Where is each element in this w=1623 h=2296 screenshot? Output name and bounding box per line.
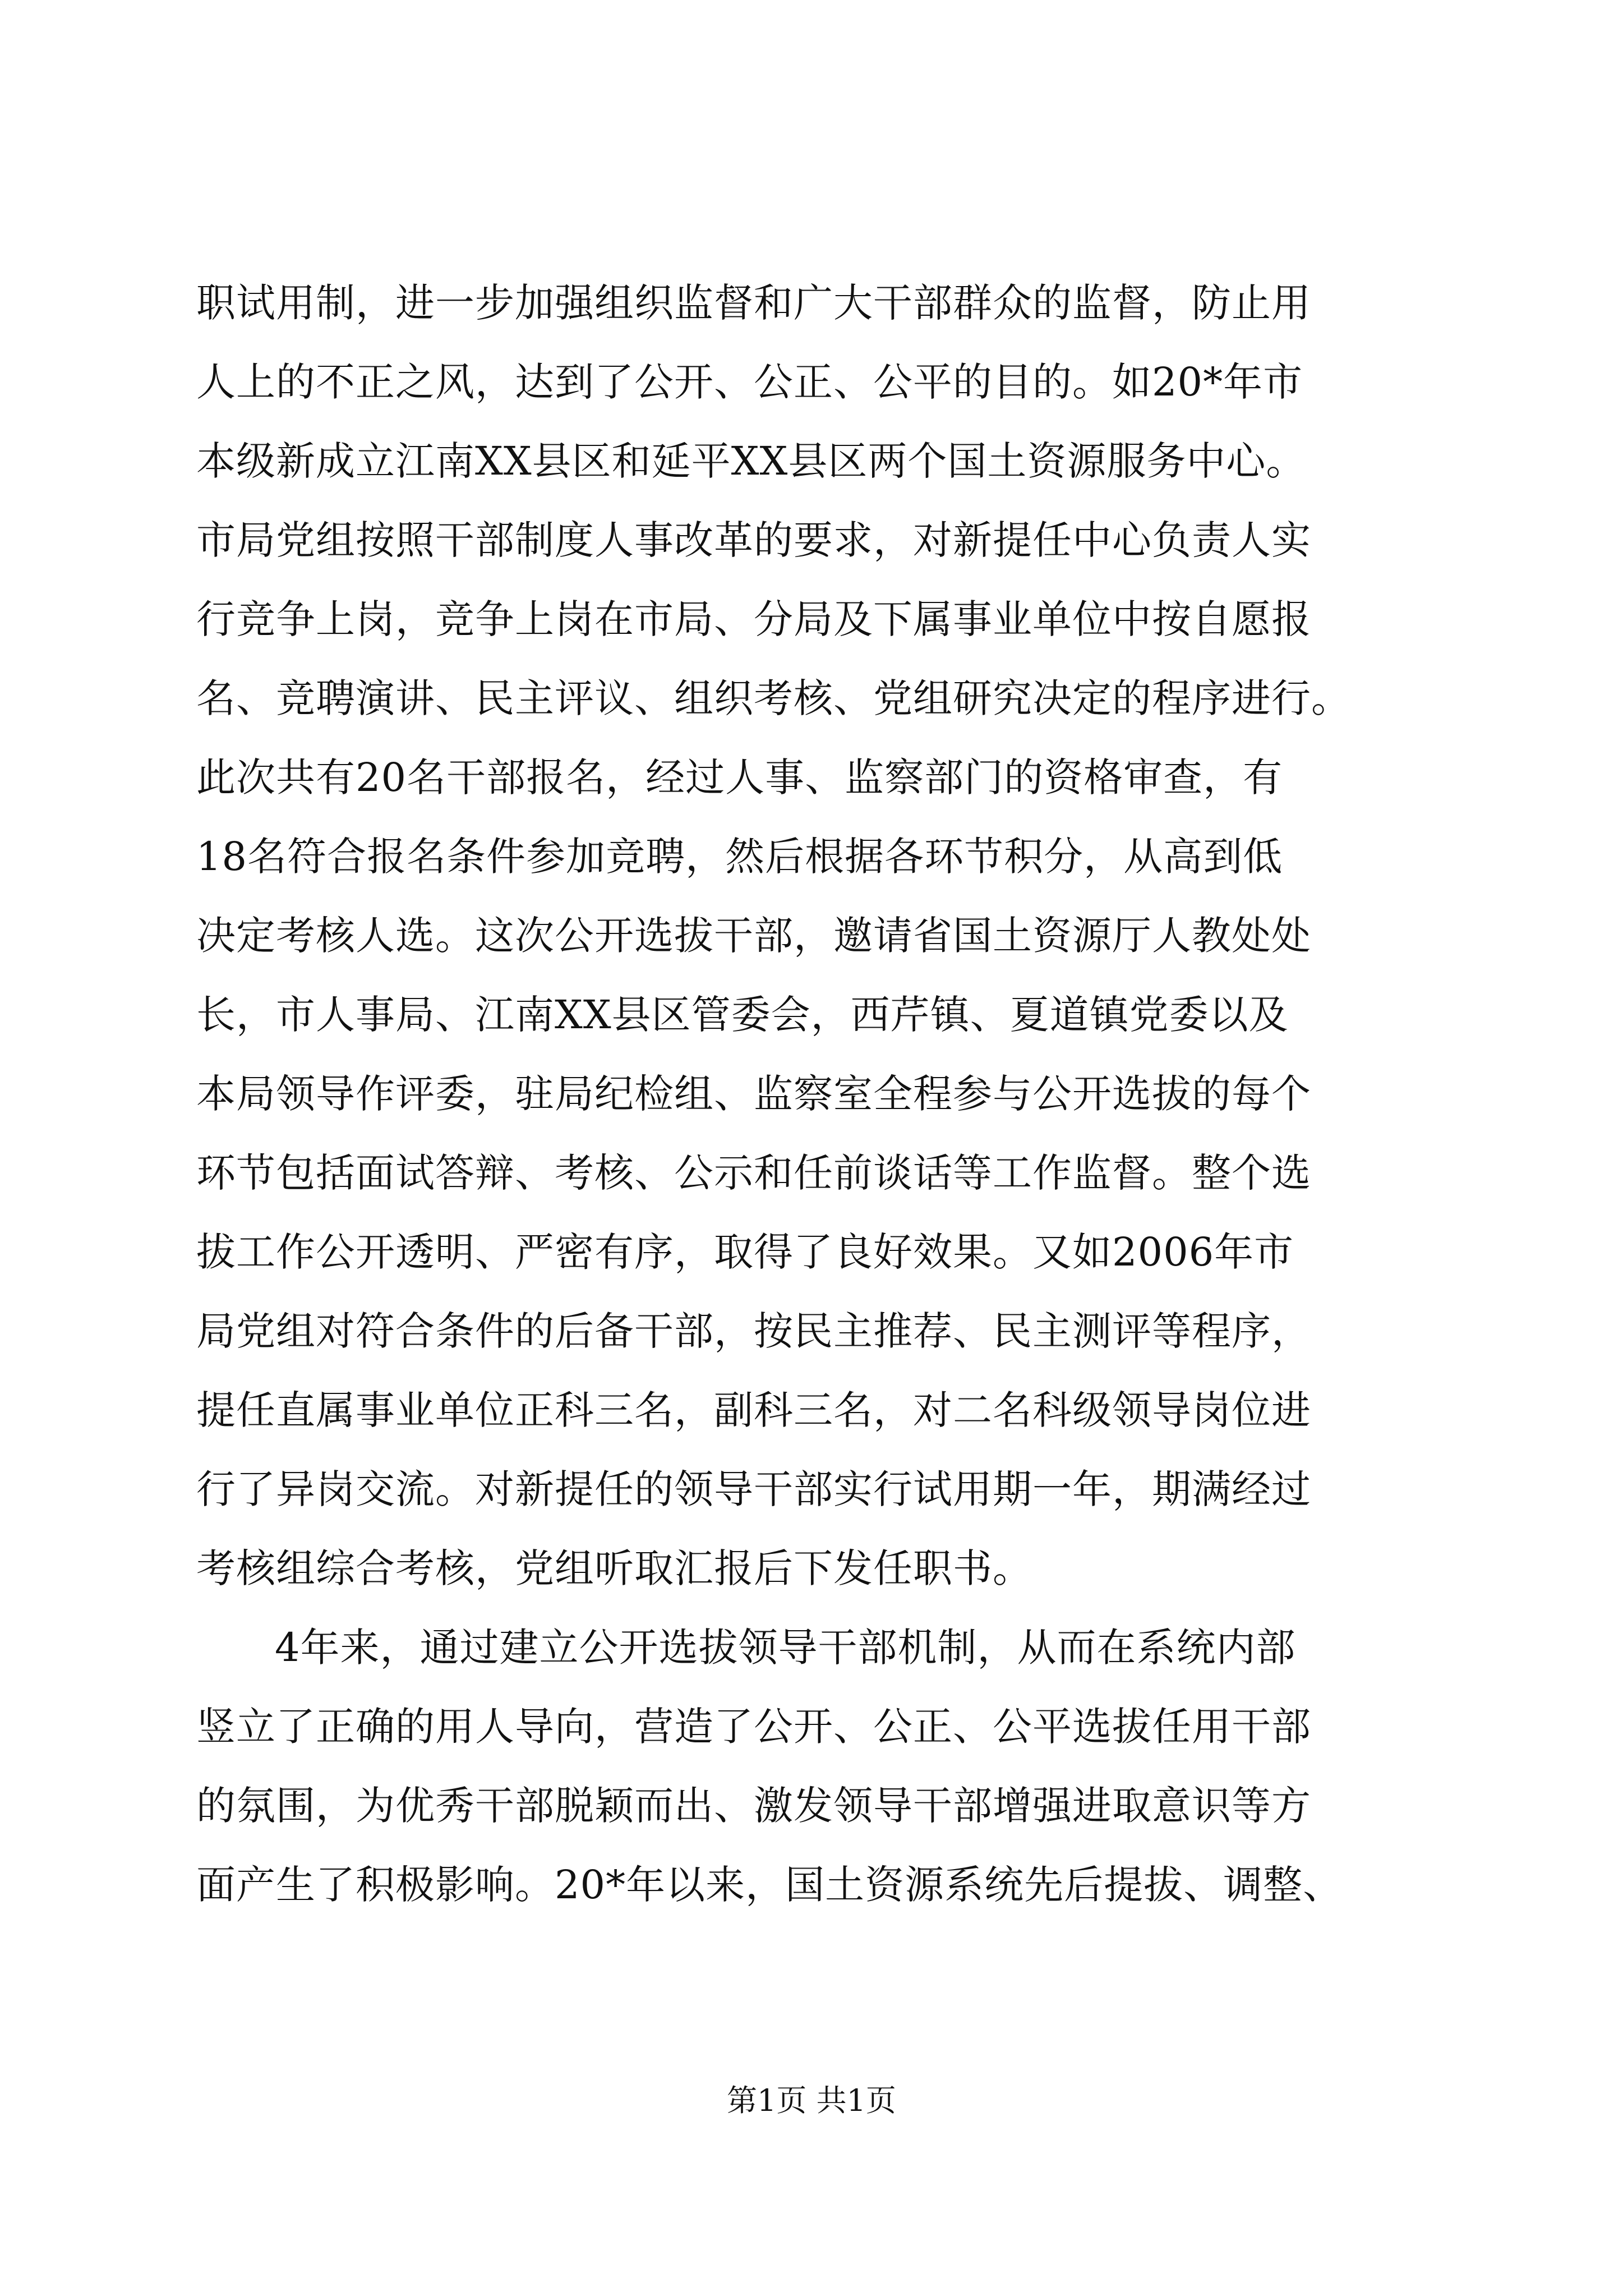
text-line: 人上的不正之风，达到了公开、公正、公平的目的。如20*年市 [196, 359, 1303, 405]
text-line: 此次共有20名干部报名，经过人事、监察部门的资格审查，有 [196, 754, 1283, 800]
text-line: 行了异岗交流。对新提任的领导干部实行试用期一年，期满经过 [196, 1466, 1311, 1512]
text-line: 面产生了积极影响。20*年以来，国土资源系统先后提拔、调整、 [196, 1862, 1343, 1908]
text-line: 长，市人事局、江南XX县区管委会，西芹镇、夏道镇党委以及 [196, 992, 1289, 1038]
text-line: 拔工作公开透明、严密有序，取得了良好效果。又如2006年市 [196, 1229, 1294, 1275]
document-body [196, 264, 1453, 1925]
text-line: 局党组对符合条件的后备干部，按民主推荐、民主测评等程序， [196, 1308, 1311, 1354]
text-line: 的氛围，为优秀干部脱颖而出、激发领导干部增强进取意识等方 [196, 1783, 1311, 1829]
text-line: 竖立了正确的用人导向，营造了公开、公正、公平选拔任用干部 [196, 1704, 1311, 1750]
text-line: 职试用制，进一步加强组织监督和广大干部群众的监督，防止用 [196, 280, 1311, 326]
page-footer [0, 2081, 1623, 2120]
text-line: 考核组综合考核，党组听取汇报后下发任职书。 [196, 1545, 1032, 1591]
text-line: 市局党组按照干部制度人事改革的要求，对新提任中心负责人实 [196, 517, 1311, 563]
page-number: 第1页 共1页 [727, 2083, 896, 2118]
text-line: 本级新成立江南XX县区和延平XX县区两个国土资源服务中心。 [196, 438, 1306, 484]
text-line: 决定考核人选。这次公开选拔干部，邀请省国土资源厅人教处处 [196, 913, 1311, 959]
paragraph-start-line: 4年来，通过建立公开选拔领导干部机制，从而在系统内部 [275, 1625, 1296, 1671]
text-line: 环节包括面试答辩、考核、公示和任前谈话等工作监督。整个选 [196, 1150, 1311, 1196]
text-line: 本局领导作评委，驻局纪检组、监察室全程参与公开选拔的每个 [196, 1071, 1311, 1117]
text-line: 18名符合报名条件参加竞聘，然后根据各环节积分，从高到低 [196, 834, 1283, 880]
text-line: 名、竞聘演讲、民主评议、组织考核、党组研究决定的程序进行。 [196, 675, 1351, 721]
text-line: 行竞争上岗，竞争上岗在市局、分局及下属事业单位中按自愿报 [196, 596, 1311, 642]
text-line: 提任直属事业单位正科三名，副科三名，对二名科级领导岗位进 [196, 1387, 1311, 1433]
